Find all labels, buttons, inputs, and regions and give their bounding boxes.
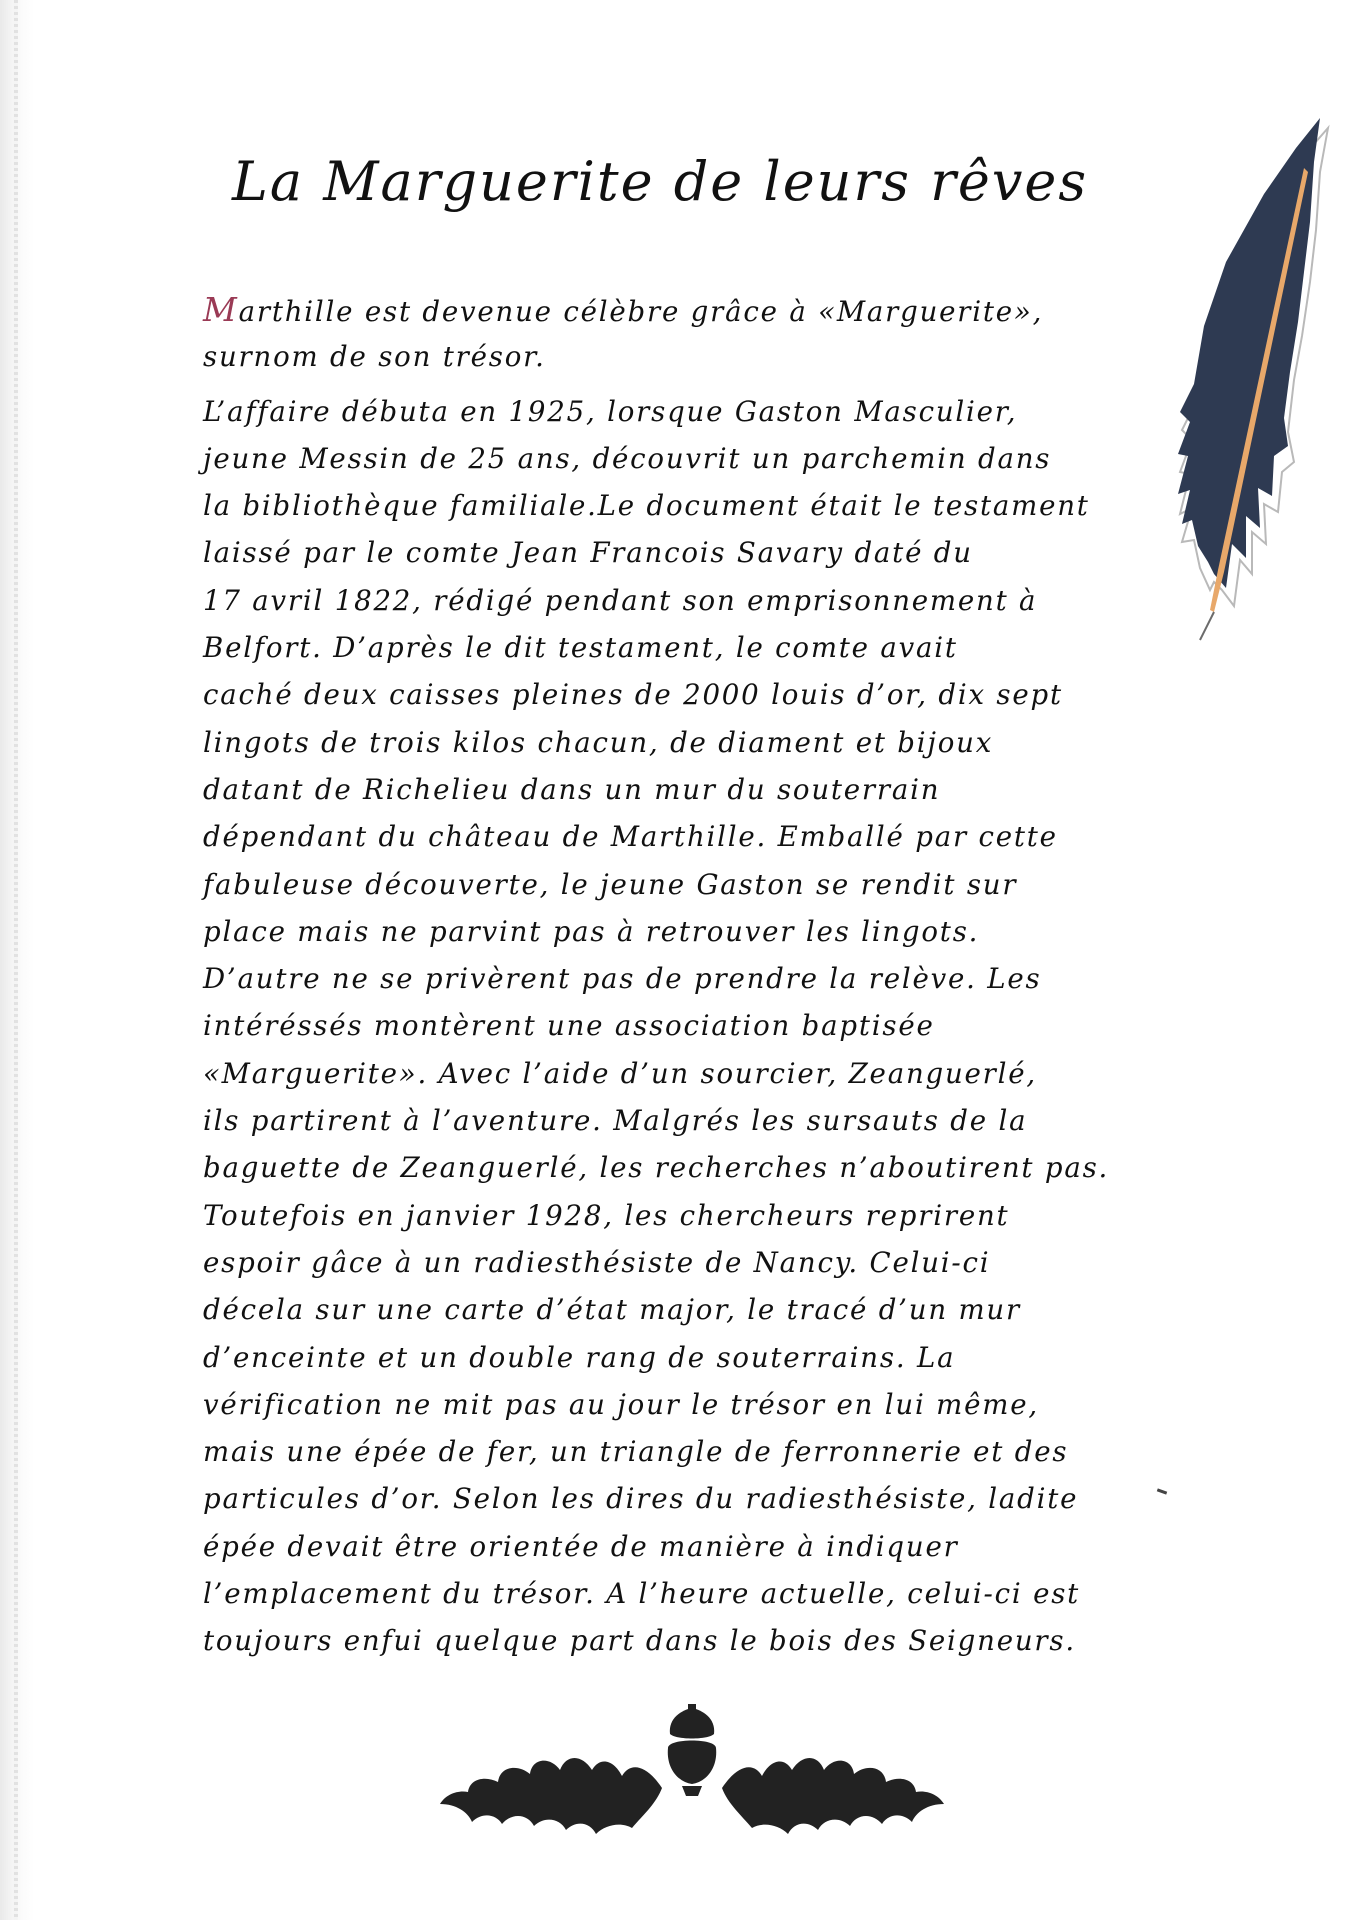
- text-line: 17 avril 1822, rédigé pendant son emprisonnement à: [203, 583, 1038, 617]
- page-title: La Marguerite de leurs rêves: [232, 150, 1089, 213]
- paragraph-1: [203, 286, 1063, 381]
- stray-mark: [1157, 1488, 1167, 1494]
- text-line: caché deux caisses pleines de 2000 louis d’or, dix sept: [203, 678, 1063, 712]
- text-line-content: arthille est devenue célèbre grâce à «Marguerite»,: [238, 295, 1044, 328]
- text-line: la bibliothèque familiale.Le document était le testament: [203, 489, 1090, 523]
- drop-cap: M: [203, 290, 239, 329]
- paragraph-2: [203, 388, 1110, 1665]
- text-line: lingots de trois kilos chacun, de diament et bijoux: [203, 725, 994, 759]
- text-line: [203, 286, 1063, 333]
- text-line: Toutefois en janvier 1928, les chercheurs reprirent: [203, 1198, 1010, 1232]
- paragraph-gap: [203, 381, 1063, 388]
- text-line: datant de Richelieu dans un mur du souterrain: [203, 772, 941, 806]
- text-line: place mais ne parvint pas à retrouver les lingots.: [203, 914, 980, 948]
- text-line: intéréssés montèrent une association baptisée: [203, 1009, 935, 1043]
- text-line: épée devait être orientée de manière à indiquer: [203, 1529, 959, 1563]
- text-line: mais une épée de fer, un triangle de ferronnerie et des: [203, 1435, 1069, 1469]
- text-line: surnom de son trésor.: [203, 340, 546, 374]
- text-line: «Marguerite». Avec l’aide d’un sourcier, Zeanguerlé,: [203, 1056, 1037, 1090]
- text-line: particules d’or. Selon les dires du radiesthésiste, ladite: [203, 1482, 1079, 1516]
- text-line: baguette de Zeanguerlé, les recherches n’aboutirent pas.: [203, 1151, 1110, 1185]
- text-line: Belfort. D’après le dit testament, le comte avait: [203, 631, 958, 665]
- text-line: laissé par le comte Jean Francois Savary daté du: [203, 536, 973, 570]
- text-line: L’affaire débuta en 1925, lorsque Gaston Masculier,: [203, 394, 1018, 428]
- binding-holes: [14, 0, 18, 1920]
- quill-feather-icon: [1170, 112, 1330, 652]
- text-line: ils partirent à l’aventure. Malgrés les sursauts de la: [203, 1104, 1028, 1138]
- text-line: D’autre ne se privèrent pas de prendre la relève. Les: [203, 962, 1042, 996]
- story-body: [203, 286, 1110, 1665]
- text-line: dépendant du château de Marthille. Emballé par cette: [203, 820, 1058, 854]
- text-line: jeune Messin de 25 ans, découvrit un parchemin dans: [203, 441, 1052, 475]
- oak-acorn-ornament-icon: [432, 1704, 952, 1854]
- text-line: l’emplacement du trésor. A l’heure actuelle, celui-ci est: [203, 1577, 1081, 1611]
- text-line: fabuleuse découverte, le jeune Gaston se rendit sur: [203, 867, 1018, 901]
- text-line: vérification ne mit pas au jour le trésor en lui même,: [203, 1387, 1039, 1421]
- text-line: décela sur une carte d’état major, le tracé d’un mur: [203, 1293, 1021, 1327]
- text-line: espoir gâce à un radiesthésiste de Nancy. Celui-ci: [203, 1245, 991, 1279]
- text-line: d’enceinte et un double rang de souterrains. La: [203, 1340, 956, 1374]
- text-line: toujours enfui quelque part dans le bois des Seigneurs.: [203, 1624, 1076, 1658]
